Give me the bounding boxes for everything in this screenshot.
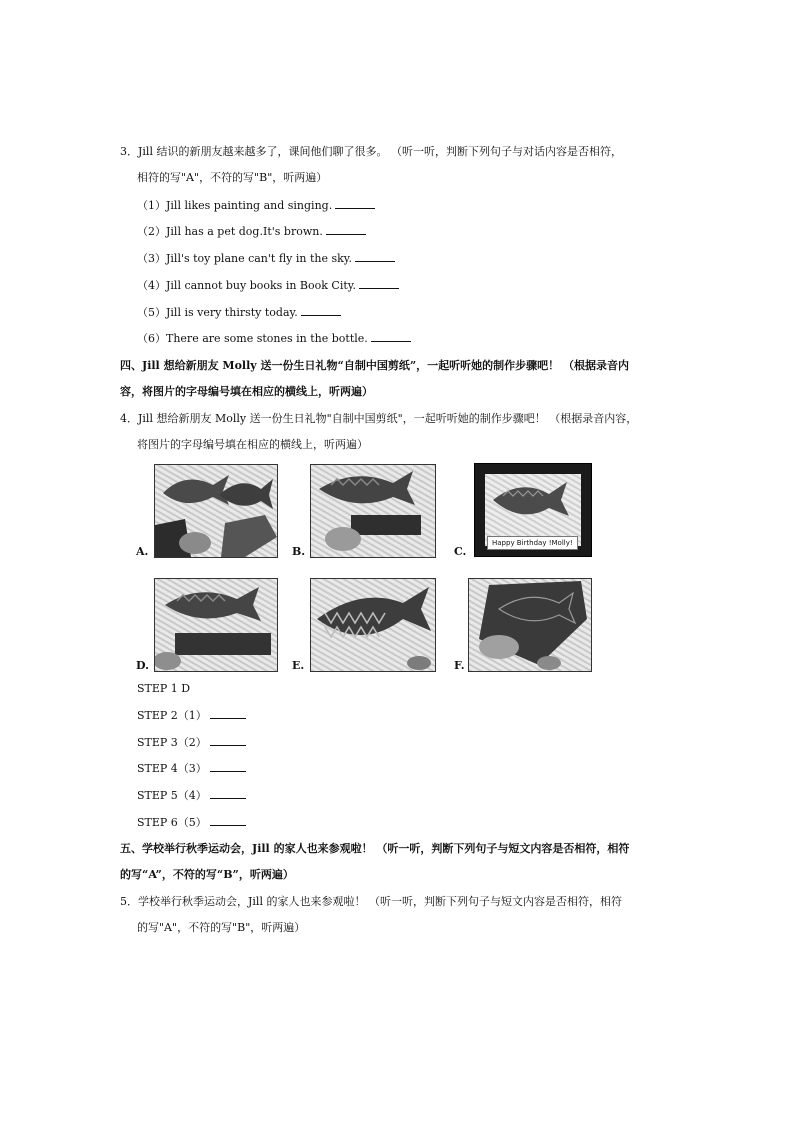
picture-label: E. xyxy=(292,659,305,672)
answer-blank[interactable] xyxy=(210,762,246,772)
q3-item-text: （5）Jill is very thirsty today. xyxy=(137,306,298,319)
q3-intro-line1: 3．Jill 结识的新朋友越来越多了，课间他们聊了很多。 （听一听，判断下列句子与对话内容是否相符， xyxy=(120,145,622,158)
q3-item-text: （6）There are some stones in the bottle. xyxy=(137,332,368,345)
step-line xyxy=(137,762,246,776)
step-label: STEP 2（1） xyxy=(137,709,207,722)
q3-item xyxy=(137,306,341,320)
picture-label: C. xyxy=(454,545,467,558)
q3-item xyxy=(137,199,375,213)
step-line xyxy=(137,709,246,723)
q4-intro-line2: 将图片的字母编号填在相应的横线上，听两遍） xyxy=(137,438,368,451)
picture-label: D. xyxy=(136,659,149,672)
picture-label: B. xyxy=(292,545,306,558)
hand-drawing-fish-on-paper-photo xyxy=(468,578,592,672)
section5-heading-line1: 五、学校举行秋季运动会，Jill 的家人也来参观啦！ （听一听，判断下列句子与短文内容是否相符，相符 xyxy=(120,842,630,855)
unfolded-paper-fish-photo xyxy=(310,578,436,672)
picture-label: A. xyxy=(136,545,149,558)
answer-blank[interactable] xyxy=(359,279,399,289)
section4-heading-line1: 四、Jill 想给新朋友 Molly 送一份生日礼物“自制中国剪纸”，一起听听她的制作步骤吧！ （根据录音内 xyxy=(120,359,629,372)
step-label: STEP 6（5） xyxy=(137,816,207,829)
step-label: STEP 3（2） xyxy=(137,736,207,749)
answer-blank[interactable] xyxy=(301,306,341,316)
q3-item-text: （3）Jill's toy plane can't fly in the sky. xyxy=(137,252,353,265)
picture-label: F. xyxy=(454,659,465,672)
q3-item-text: （4）Jill cannot buy books in Book City. xyxy=(137,279,357,292)
answer-blank[interactable] xyxy=(210,736,246,746)
q5-intro-line2: 的写"A"，不符的写"B"，听两遍） xyxy=(137,921,306,934)
hands-folding-paper-fish-photo xyxy=(154,464,278,558)
answer-blank[interactable] xyxy=(210,789,246,799)
step-line xyxy=(137,789,246,803)
q3-item-text: （2）Jill has a pet dog.It's brown. xyxy=(137,225,323,238)
step-label: STEP 1 D xyxy=(137,682,191,695)
birthday-caption: Happy Birthday !Molly! xyxy=(487,536,578,550)
framed-paper-fish-photo xyxy=(474,463,592,557)
answer-blank[interactable] xyxy=(335,199,375,209)
answer-blank[interactable] xyxy=(326,225,366,235)
hand-cutting-paper-photo xyxy=(310,464,436,558)
q3-item xyxy=(137,279,399,293)
step-line xyxy=(137,816,246,830)
step-line xyxy=(137,682,190,696)
q3-item xyxy=(137,332,411,346)
section4-heading-line2: 容，将图片的字母编号填在相应的横线上，听两遍） xyxy=(120,385,373,398)
q3-item-text: （1）Jill likes painting and singing. xyxy=(137,199,333,212)
q4-intro-line1: 4．Jill 想给新朋友 Molly 送一份生日礼物"自制中国剪纸"，一起听听她的制作步骤吧！ （根据录音内容， xyxy=(120,412,638,425)
section5-heading-line2: 的写“A”，不符的写“B”，听两遍） xyxy=(120,868,294,881)
answer-blank[interactable] xyxy=(210,709,246,719)
step-line xyxy=(137,736,246,750)
answer-blank[interactable] xyxy=(210,816,246,826)
step-label: STEP 5（4） xyxy=(137,789,207,802)
q3-item xyxy=(137,252,395,266)
answer-blank[interactable] xyxy=(355,252,395,262)
q3-item xyxy=(137,225,366,239)
step-label: STEP 4（3） xyxy=(137,762,207,775)
answer-blank[interactable] xyxy=(371,332,411,342)
q3-intro-line2: 相符的写"A"，不符的写"B"，听两遍） xyxy=(137,171,328,184)
paper-fish-with-paper-strip-photo xyxy=(154,578,278,672)
q5-intro-line1: 5．学校举行秋季运动会，Jill 的家人也来参观啦！ （听一听，判断下列句子与短文内容是否相符，相符 xyxy=(120,895,622,908)
